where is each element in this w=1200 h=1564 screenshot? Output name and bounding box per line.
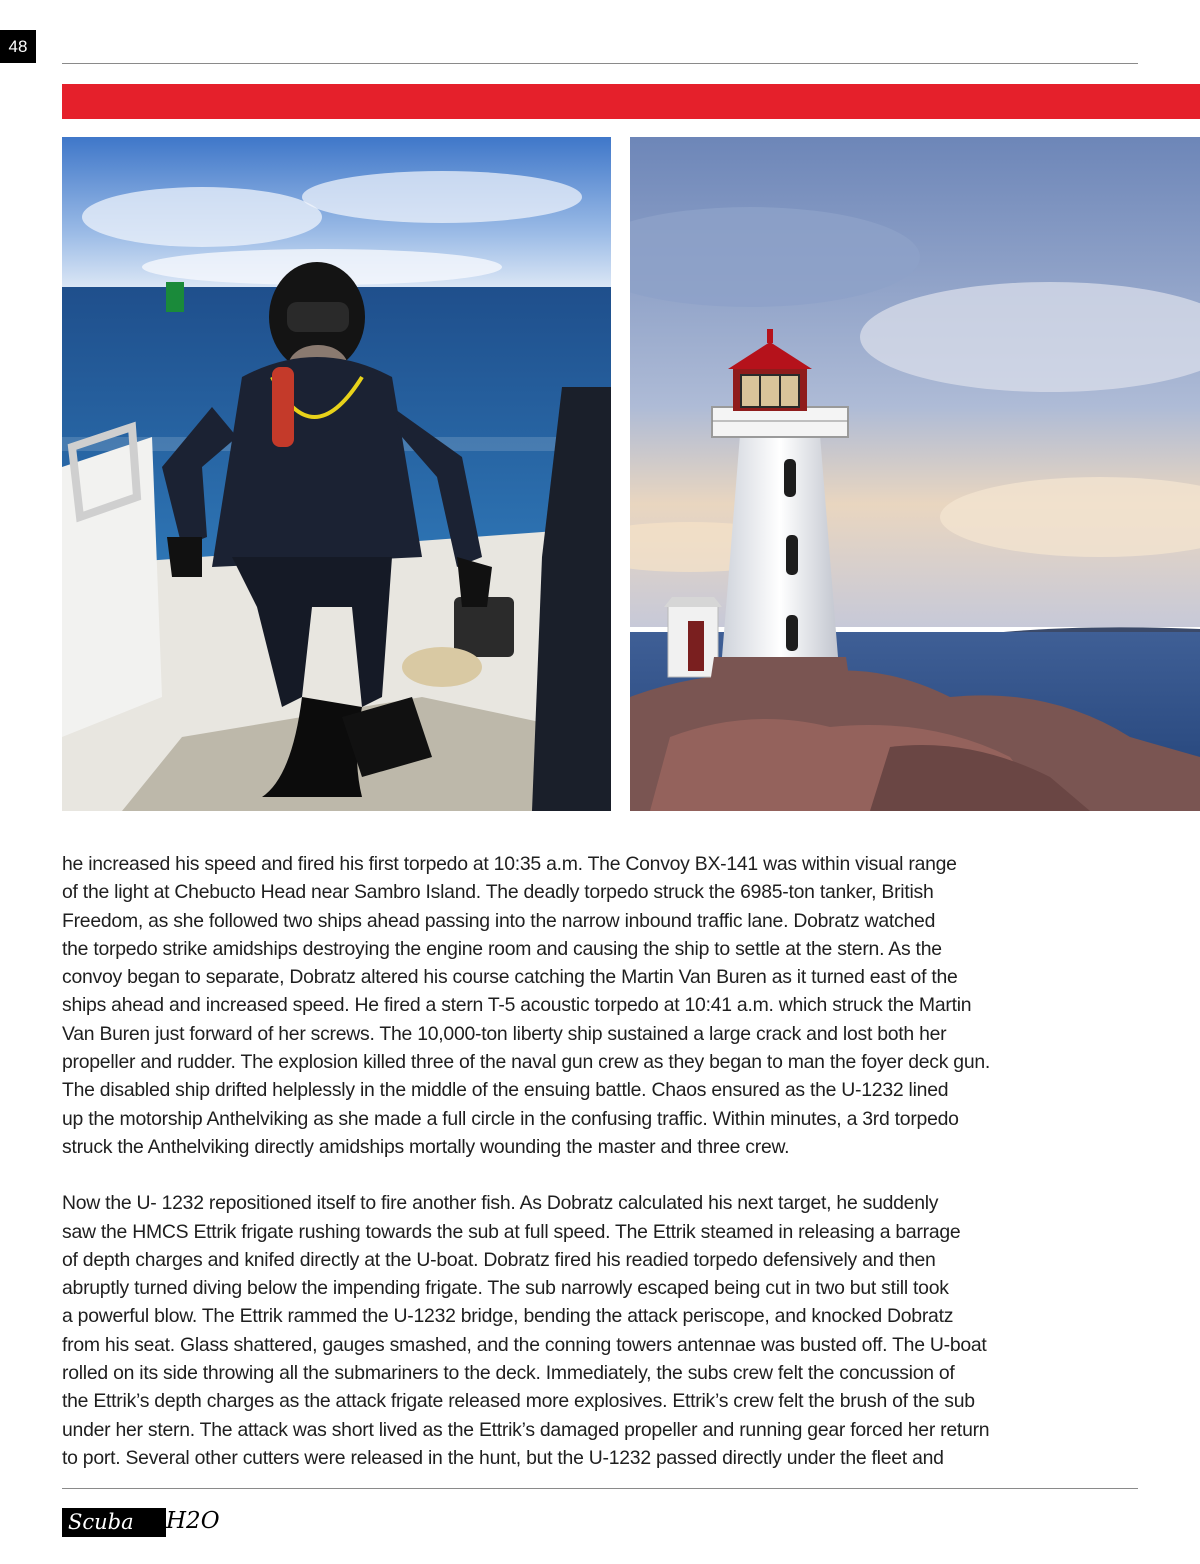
paragraph-spacer [62, 1161, 1152, 1189]
bottom-divider [62, 1488, 1138, 1489]
article-body [62, 850, 1152, 1472]
paragraph-2-line: the Ettrik’s depth charges as the attack frigate released more explosives. Ettrik’s crew felt the brush of the sub [62, 1390, 975, 1413]
paragraph-2-line: a powerful blow. The Ettrik rammed the U-1232 bridge, bending the attack periscope, and knocked Dobratz [62, 1305, 954, 1328]
paragraph-2-line: of depth charges and knifed directly at the U-boat. Dobratz fired his readied torpedo defensively and then [62, 1248, 936, 1271]
paragraph-1-line: The disabled ship drifted helplessly in the middle of the ensuing battle. Chaos ensured as the U-1232 lined [62, 1079, 949, 1102]
paragraph-1-line: convoy began to separate, Dobratz altered his course catching the Martin Van Buren as it turned east of the [62, 966, 958, 989]
paragraph-1-line: Van Buren just forward of her screws. The 10,000-ton liberty ship sustained a large crack and lost both her [62, 1022, 947, 1045]
paragraph-2-line: abruptly turned diving below the impending frigate. The sub narrowly escaped being cut in two but still took [62, 1277, 949, 1300]
logo-scuba-text: Scuba [62, 1508, 166, 1537]
paragraph-1-line: propeller and rudder. The explosion killed three of the naval gun crew as they began to man the foyer deck gun. [62, 1051, 991, 1074]
paragraph-2-line: under her stern. The attack was short lived as the Ettrik’s damaged propeller and running gear forced her return [62, 1418, 990, 1441]
lighthouse-illustration [630, 137, 1200, 811]
diver-boat-illustration [62, 137, 611, 811]
paragraph-1-line: the torpedo strike amidships destroying the engine room and causing the ship to settle at the stern. As the [62, 937, 942, 960]
logo-h2o-text: H2O [166, 1508, 220, 1534]
paragraph-1-line: up the motorship Anthelviking as she made a full circle in the confusing traffic. Within minutes, a 3rd torpedo [62, 1107, 959, 1130]
paragraph-1-line: ships ahead and increased speed. He fired a stern T-5 acoustic torpedo at 10:41 a.m. which struck the Martin [62, 994, 972, 1017]
paragraph-1-line: he increased his speed and fired his first torpedo at 10:35 a.m. The Convoy BX-141 was within visual range [62, 853, 957, 875]
top-divider [62, 63, 1138, 64]
paragraph-1-line: Freedom, as she followed two ships ahead passing into the narrow inbound traffic lane. Dobratz watched [62, 909, 936, 932]
paragraph-2-line: rolled on its side throwing all the submariners to the deck. Immediately, the subs crew felt the concussion of [62, 1362, 955, 1385]
page-number: 48 [0, 30, 36, 63]
paragraph-2-line: Now the U- 1232 repositioned itself to fire another fish. As Dobratz calculated his next target, he suddenly [62, 1192, 939, 1215]
diver-boat-photo [62, 137, 611, 811]
paragraph-2-line: to port. Several other cutters were released in the hunt, but the U-1232 passed directly under the fleet and [62, 1446, 944, 1469]
lighthouse-photo [630, 137, 1200, 811]
paragraph-1-line: of the light at Chebucto Head near Sambro Island. The deadly torpedo struck the 6985-ton tanker, British [62, 881, 934, 904]
paragraph-2-line: from his seat. Glass shattered, gauges smashed, and the conning towers antennae was busted off. The U-boat [62, 1333, 987, 1356]
paragraph-1-line: struck the Anthelviking directly amidships mortally wounding the master and three crew. [62, 1135, 790, 1158]
accent-band [62, 84, 1200, 119]
paragraph-2-line: saw the HMCS Ettrik frigate rushing towards the sub at full speed. The Ettrik steamed in releasing a barrage [62, 1220, 961, 1243]
